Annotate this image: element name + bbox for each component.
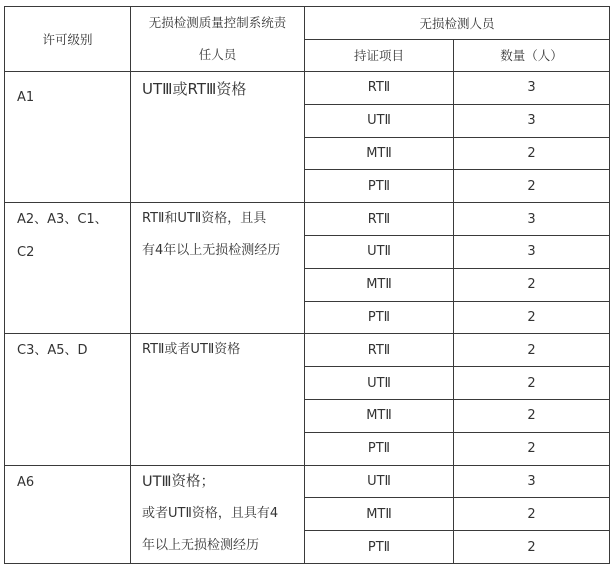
- table-row: [5, 72, 610, 105]
- requirement-text: UTⅢ或RTⅢ资格: [142, 80, 247, 98]
- level-text: A1: [17, 90, 35, 105]
- count-cell: 2: [454, 399, 610, 432]
- level-text: A6: [17, 474, 35, 490]
- count-cell: 2: [454, 170, 610, 203]
- requirement-cell-a2: [131, 203, 305, 334]
- table-body: [5, 72, 610, 564]
- item-cell: RTⅡ: [305, 334, 454, 367]
- level-text: C3、A5、D: [17, 343, 88, 359]
- count-cell: 3: [454, 104, 610, 137]
- level-text: C2: [17, 245, 35, 261]
- item-cell: MTⅡ: [305, 399, 454, 432]
- item-cell: UTⅡ: [305, 465, 454, 498]
- personnel-requirements-table: [4, 6, 610, 564]
- requirement-text: 年以上无损检测经历: [142, 537, 260, 553]
- header-count: 数量（人）: [454, 39, 610, 72]
- level-cell-a2: [5, 203, 131, 334]
- item-cell: RTⅡ: [305, 203, 454, 236]
- item-cell: MTⅡ: [305, 268, 454, 301]
- item-cell: MTⅡ: [305, 498, 454, 531]
- header-responsible-line-2: 任人员: [198, 47, 237, 62]
- count-cell: 2: [454, 268, 610, 301]
- requirement-cell-a6: [131, 465, 305, 563]
- count-cell: 3: [454, 235, 610, 268]
- item-cell: UTⅡ: [305, 104, 454, 137]
- item-cell: PTⅡ: [305, 301, 454, 334]
- table-header: [5, 7, 610, 72]
- item-cell: MTⅡ: [305, 137, 454, 170]
- level-cell-a1: [5, 72, 131, 203]
- requirement-text: 有4年以上无损检测经历: [142, 243, 281, 259]
- count-cell: 3: [454, 72, 610, 105]
- header-item: 持证项目: [305, 39, 454, 72]
- count-cell: 2: [454, 334, 610, 367]
- item-cell: PTⅡ: [305, 170, 454, 203]
- header-responsible-line-1: 无损检测质量控制系统责: [148, 15, 287, 30]
- item-cell: PTⅡ: [305, 432, 454, 465]
- header-responsible: [131, 7, 305, 72]
- requirement-text: RTⅡ或者UTⅡ资格: [142, 342, 241, 358]
- header-personnel: 无损检测人员: [305, 7, 610, 40]
- item-cell: PTⅡ: [305, 531, 454, 564]
- count-cell: 2: [454, 301, 610, 334]
- table-row: [5, 334, 610, 367]
- item-cell: RTⅡ: [305, 72, 454, 105]
- item-cell: UTⅡ: [305, 367, 454, 400]
- item-cell: UTⅡ: [305, 235, 454, 268]
- count-cell: 3: [454, 465, 610, 498]
- requirement-text: UTⅢ资格；: [142, 473, 215, 490]
- count-cell: 3: [454, 203, 610, 236]
- table-row: [5, 465, 610, 498]
- count-cell: 2: [454, 137, 610, 170]
- count-cell: 2: [454, 367, 610, 400]
- requirement-cell-c3: [131, 334, 305, 465]
- level-cell-a6: [5, 465, 131, 563]
- header-level: 许可级别: [5, 7, 131, 72]
- count-cell: 2: [454, 531, 610, 564]
- requirement-text: RTⅡ和UTⅡ资格，且具: [142, 211, 267, 227]
- count-cell: 2: [454, 498, 610, 531]
- requirement-text: 或者UTⅡ资格，且具有4: [142, 505, 279, 521]
- level-text: A2、A3、C1、: [17, 212, 108, 228]
- count-cell: 2: [454, 432, 610, 465]
- requirement-cell-a1: [131, 72, 305, 203]
- level-cell-c3: [5, 334, 131, 465]
- table-row: [5, 203, 610, 236]
